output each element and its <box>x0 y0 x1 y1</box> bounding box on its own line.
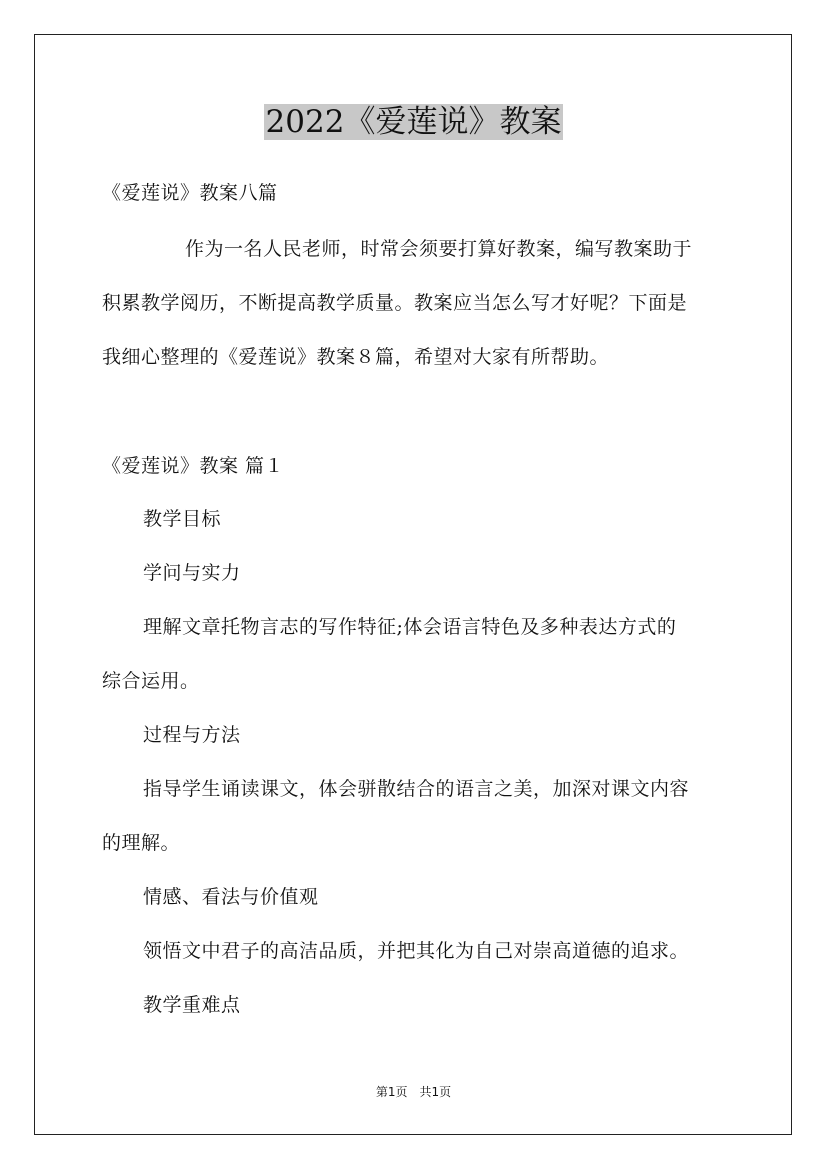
heading-key-points: 教学重难点 <box>143 994 241 1016</box>
document-title-text: 2022《爱莲说》教案 <box>265 104 562 140</box>
intro-line-1: 作为一名人民老师，时常会须要打算好教案，编写教案助于 <box>185 238 693 260</box>
intro-line-2: 积累教学阅历，不断提高教学质量。教案应当怎么写才好呢？下面是 <box>102 292 688 314</box>
page-footer: 第1页 共1页 <box>375 1085 452 1099</box>
paragraph-line: 的理解。 <box>102 832 181 854</box>
heading-emotion-values: 情感、看法与价值观 <box>143 886 319 908</box>
subtitle: 《爱莲说》教案八篇 <box>102 182 278 204</box>
paragraph-line: 指导学生诵读课文，体会骈散结合的语言之美，加深对课文内容 <box>143 778 690 800</box>
document-title <box>0 100 827 144</box>
heading-teaching-goals: 教学目标 <box>143 508 222 530</box>
heading-knowledge-ability: 学问与实力 <box>143 562 241 584</box>
section-heading: 《爱莲说》教案 篇１ <box>102 455 285 477</box>
paragraph-line: 领悟文中君子的高洁品质，并把其化为自己对崇高道德的追求。 <box>143 940 690 962</box>
intro-line-3: 我细心整理的《爱莲说》教案８篇，希望对大家有所帮助。 <box>102 346 610 368</box>
heading-process-method: 过程与方法 <box>143 724 241 746</box>
paragraph-line: 理解文章托物言志的写作特征;体会语言特色及多种表达方式的 <box>143 616 677 638</box>
paragraph-line: 综合运用。 <box>102 670 200 692</box>
